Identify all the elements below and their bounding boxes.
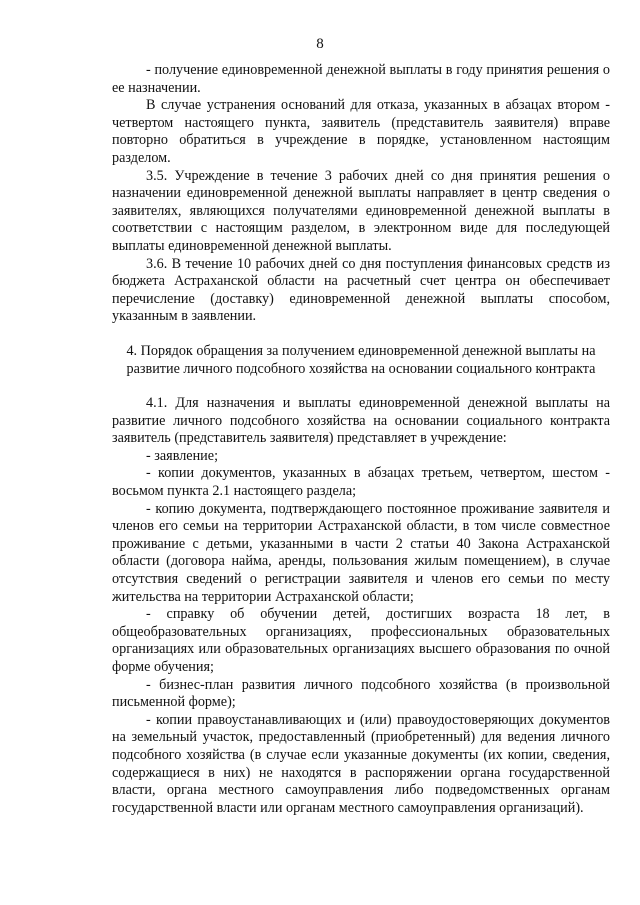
list-item-education-certificate: - справку об обучении детей, достигших возраста 18 лет, в общеобразовательных организациях, профессиональных образовательных организациях или образовательных организациях высшего образования по очной форме обучения; [112, 606, 610, 675]
spacer [112, 326, 610, 343]
paragraph-2: В случае устранения оснований для отказа, указанных в абзацах втором - четвертом настоящего пункта, заявитель (представитель заявителя) вправе повторно обратиться в учреждение в порядке, установленном настоящим разделом. [112, 97, 610, 166]
paragraph-3-5: 3.5. Учреждение в течение 3 рабочих дней со дня принятия решения о назначении единовременной денежной выплаты направляет в центр сведения о заявителях, являющихся получателями единовременной денежной выплаты в соответствии с настоящим разделом, в электронном виде для последующей выплаты единовременной денежной выплаты. [112, 167, 610, 254]
spacer [112, 378, 610, 395]
list-item-document-copies: - копии документов, указанных в абзацах третьем, четвертом, шестом - восьмом пункта 2.1 настоящего раздела; [112, 465, 610, 500]
paragraph-1: - получение единовременной денежной выплаты в году принятия решения о ее назначении. [112, 62, 610, 96]
list-item-business-plan: - бизнес-план развития личного подсобного хозяйства (в произвольной письменной форме); [112, 676, 610, 711]
list-item-residence-proof: - копию документа, подтверждающего постоянное проживание заявителя и членов его семьи на территории Астраханской области, в том числе совместное проживание с детьми, указанными в части 2 статьи 40 Закона Астраханской области (договора найма, аренды, пользования жилым помещением), в случае отсутствия сведений о регистрации заявителя и членов его семьи по месту жительства на территории Астраханской области; [112, 500, 610, 605]
page-number: 8 [316, 36, 324, 52]
list-item-application: - заявление; [146, 447, 219, 464]
list-item-land-documents: - копии правоустанавливающих и (или) правоудостоверяющих документов на земельный участок, предоставленный (приобретенный) для ведения личного подсобного хозяйства (в случае если указанные документы (их копии, сведения, содержащиеся в них) не находятся в распоряжении органа государственной власти, органа местного самоуправления либо подведомственных органам государственной власти или органам местного самоуправления организаций). [112, 711, 610, 816]
paragraph-4-1: 4.1. Для назначения и выплаты единовременной денежной выплаты на развитие личного подсобного хозяйства на основании социального контракта заявитель (представитель заявителя) представляет в учреждение: [112, 395, 610, 447]
section-heading: 4. Порядок обращения за получением единовременной денежной выплаты на развитие личного подсобного хозяйства на основании социального контракта [126, 342, 596, 377]
paragraph-3-6: 3.6. В течение 10 рабочих дней со дня поступления финансовых средств из бюджета Астраханской области на расчетный счет центра он обеспечивает перечисление (доставку) единовременной денежной выплаты способом, указанным в заявлении. [112, 255, 610, 325]
document-body [112, 62, 610, 817]
